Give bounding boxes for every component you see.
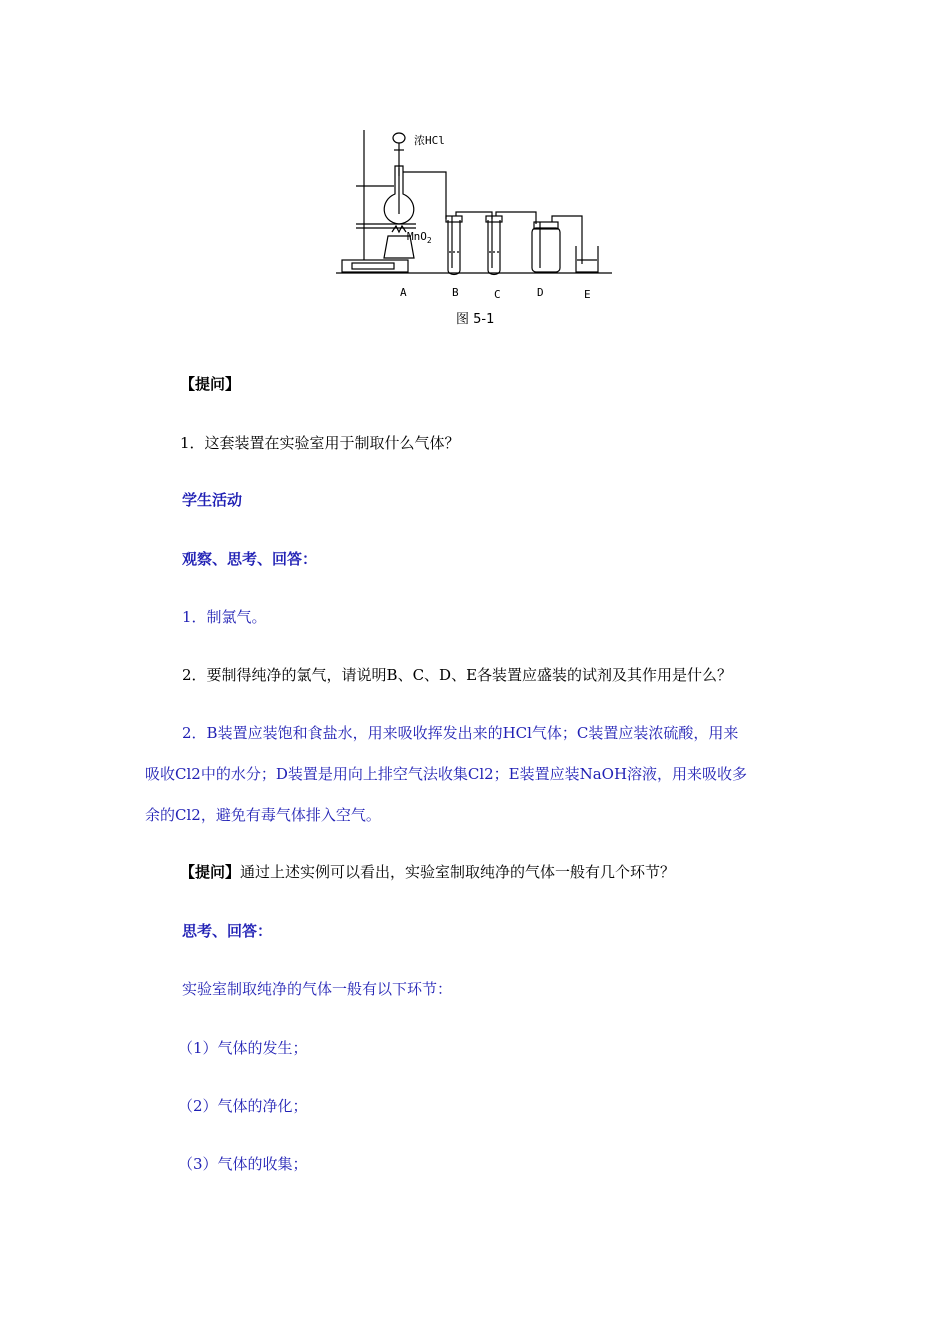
label-mno2: MnO$_2$: [407, 230, 432, 245]
separatory-funnel: [393, 133, 405, 143]
steps-intro: 实验室制取纯净的气体一般有以下环节：: [182, 980, 453, 998]
question-3-tag: 【提问】: [180, 863, 241, 881]
collecting-bottle-d: [532, 228, 560, 272]
step-3: （3）气体的收集；: [178, 1155, 308, 1173]
student-activity-heading: 学生活动: [182, 491, 243, 509]
label-e: E: [584, 288, 591, 300]
think-heading: 思考、回答：: [182, 922, 273, 940]
answer-2-line-2: 吸收Cl2中的水分；D装置是用向上排空气法收集Cl2；E装置应装NaOH溶液，用来吸收多: [145, 765, 748, 783]
beaker-e: [576, 246, 598, 272]
wash-bottle-c: [488, 220, 500, 275]
label-a: A: [400, 286, 407, 299]
question-3-text: 通过上述实例可以看出，实验室制取纯净的气体一般有几个环节？: [240, 863, 676, 881]
question-2: 2．要制得纯净的氯气，请说明B、C、D、E各装置应盛装的试剂及其作用是什么？: [182, 666, 733, 684]
observe-heading: 观察、思考、回答：: [182, 550, 318, 568]
label-c: C: [494, 288, 501, 300]
apparatus-diagram: [336, 124, 626, 300]
question-3: [180, 862, 675, 882]
label-d: D: [537, 286, 544, 299]
label-conc-hcl: 浓HCl: [414, 134, 445, 147]
question-heading: 【提问】: [180, 375, 241, 393]
wash-bottle-b: [448, 220, 460, 275]
figure-caption: 图 5-1: [456, 312, 495, 327]
question-1: 1．这套装置在实验室用于制取什么气体？: [180, 434, 460, 452]
answer-1: 1．制氯气。: [182, 608, 267, 626]
answer-2-line-1: 2．B装置应装饱和食盐水，用来吸收挥发出来的HCl气体；C装置应装浓硫酸，用来: [182, 724, 739, 742]
label-b: B: [452, 286, 459, 299]
step-2: （2）气体的净化；: [178, 1097, 308, 1115]
answer-2-line-3: 余的Cl2，避免有毒气体排入空气。: [145, 806, 381, 824]
step-1: （1）气体的发生；: [178, 1039, 308, 1057]
